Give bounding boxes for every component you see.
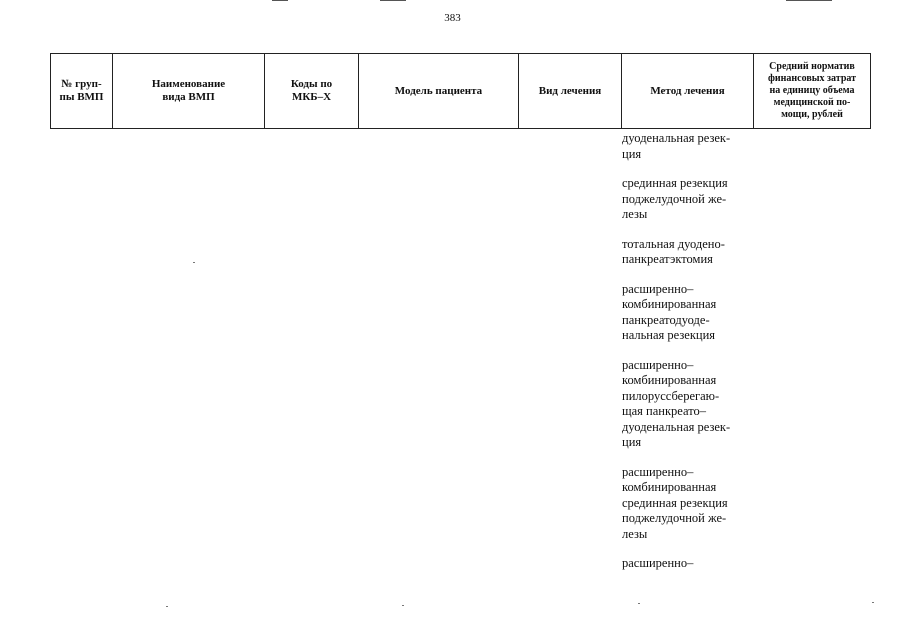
- method-line: расширенно–: [622, 464, 694, 479]
- scan-speck: [193, 262, 195, 263]
- table-header: [50, 53, 871, 129]
- top-rule: [272, 0, 288, 1]
- method-line: расширенно–: [622, 281, 694, 296]
- list-item: [622, 176, 750, 223]
- method-line: тотальная дуодено-: [622, 236, 725, 251]
- scan-speck: [872, 602, 874, 603]
- header-line: пы ВМП: [59, 91, 104, 103]
- header-line: финансовых затрат: [767, 73, 857, 84]
- method-line: поджелудочной же-: [622, 511, 727, 525]
- scan-speck: [638, 603, 640, 604]
- scan-speck: [166, 606, 168, 607]
- method-line: панкреатодуоде-: [622, 312, 710, 327]
- header-line: Средний норматив: [769, 61, 855, 72]
- list-item: [622, 131, 750, 162]
- method-line: срединная резекция: [622, 495, 728, 510]
- list-item: [622, 465, 750, 543]
- column-header-cost: [754, 54, 871, 129]
- method-line: нальная резекция: [622, 328, 716, 342]
- method-line: расширенно–: [622, 556, 694, 570]
- method-line: дуоденальная резек-: [622, 131, 731, 145]
- method-line: комбинированная: [622, 373, 717, 387]
- method-line: щая панкреато–: [622, 404, 707, 418]
- header-line: вида ВМП: [162, 91, 215, 103]
- top-rule: [380, 0, 406, 1]
- header-line: Вид лечения: [538, 84, 602, 97]
- column-header-name: [113, 54, 265, 129]
- method-line: срединная резекция: [622, 176, 728, 190]
- header-line: МКБ–Х: [291, 91, 332, 103]
- method-line: поджелудочной же-: [622, 191, 727, 206]
- scan-speck: [402, 605, 404, 606]
- header-line: № груп-: [61, 78, 102, 90]
- list-item: [622, 556, 750, 572]
- list-item: [622, 282, 750, 344]
- method-line: комбинированная: [622, 297, 717, 311]
- header-line: Коды по: [290, 78, 333, 90]
- method-line: панкреатэктомия: [622, 252, 713, 266]
- header-line: Модель пациента: [394, 84, 483, 97]
- list-item: [622, 358, 750, 451]
- header-line: Метод лечения: [650, 84, 725, 97]
- header-line: на единицу объема: [769, 85, 855, 96]
- header-line: мощи, рублей: [781, 109, 843, 120]
- header-line: медицинской по-: [773, 97, 851, 108]
- page-number: 383: [444, 12, 461, 24]
- treatment-method-list: [622, 131, 750, 586]
- method-line: дуоденальная резек-: [622, 419, 731, 434]
- method-line: лезы: [622, 526, 648, 541]
- method-line: комбинированная: [622, 480, 717, 494]
- list-item: [622, 237, 750, 268]
- top-rule: [786, 0, 832, 1]
- column-header-codes: [265, 54, 359, 129]
- method-line: расширенно–: [622, 357, 694, 372]
- column-header-treatment-type: [519, 54, 622, 129]
- method-line: пилоруссберегаю-: [622, 388, 720, 403]
- column-header-group: [51, 54, 113, 129]
- method-line: ция: [622, 146, 642, 161]
- header-line: Наименование: [151, 78, 226, 90]
- column-header-treatment-method: [622, 54, 754, 129]
- method-line: ция: [622, 435, 642, 449]
- column-header-patient-model: [359, 54, 519, 129]
- method-line: лезы: [622, 207, 648, 221]
